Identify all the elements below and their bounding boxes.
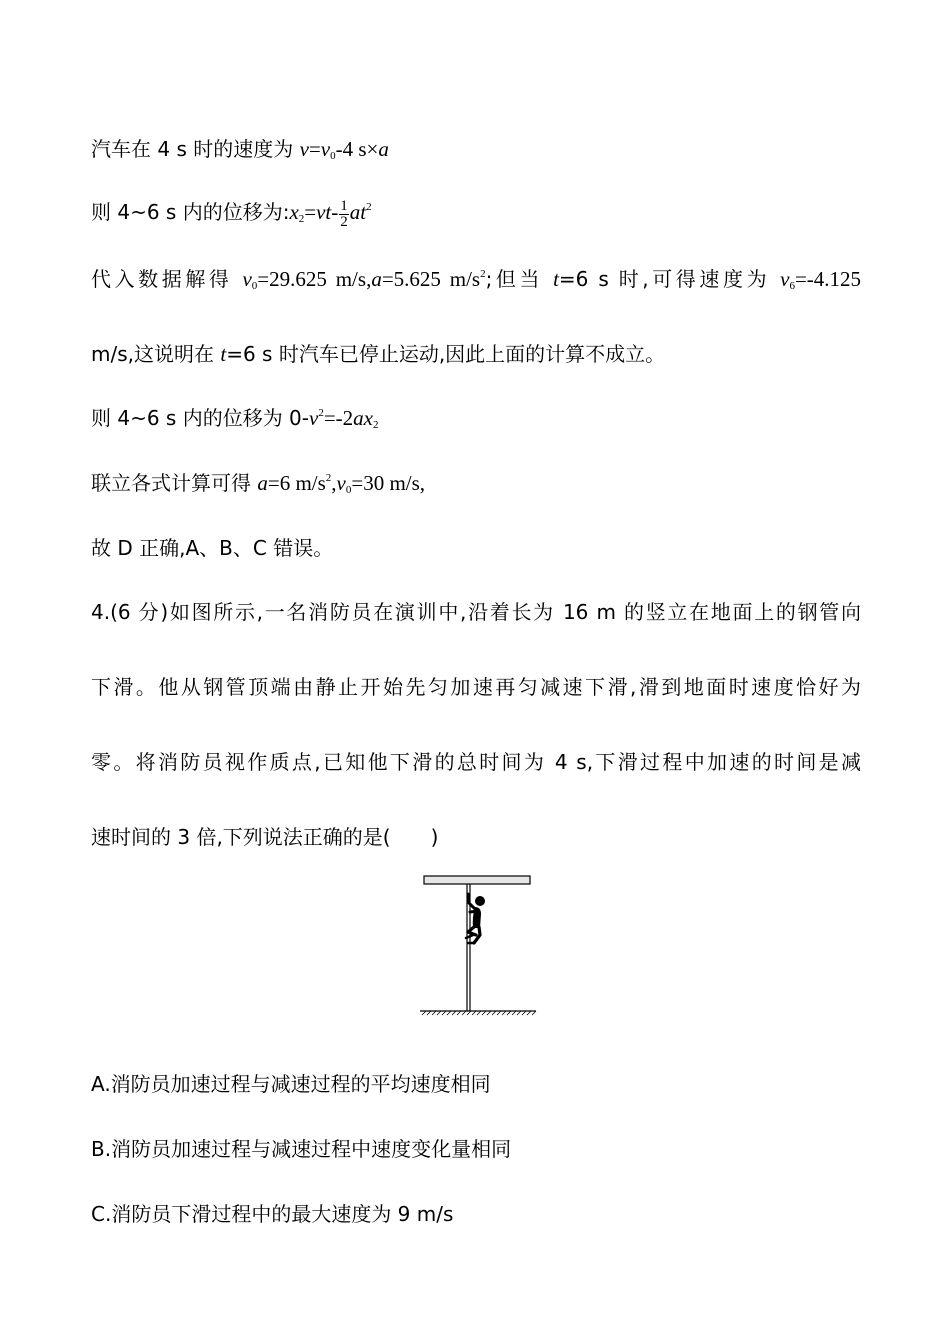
option-a: A.消防员加速过程与减速过程的平均速度相同 (91, 1072, 491, 1096)
firefighter-pole-figure (418, 872, 538, 1022)
ceiling-beam (424, 876, 530, 884)
firefighter-silhouette (466, 894, 485, 943)
question-line-2: 下滑。他从钢管顶端由静止开始先匀加速再匀减速下滑,滑到地面时速度恰好为 (91, 675, 861, 699)
solution-line-5: 则 4~6 s 内的位移为 $0-v^2=-2ax_2$ (91, 406, 379, 431)
solution-line-6: 联立各式计算可得 a=6 $m/s^2,v_0=30$ m/s, (91, 471, 426, 496)
question-line-1: 4.(6 分)如图所示,一名消防员在演训中,沿着长为 16 m 的竖立在地面上的钢管向 (91, 600, 861, 624)
solution-line-7: 故 D 正确,A、B、C 错误。 (91, 536, 334, 560)
question-line-3: 零。将消防员视作质点,已知他下滑的总时间为 4 s,下滑过程中加速的时间是减 (91, 750, 861, 774)
option-c: C.消防员下滑过程中的最大速度为 9 m/s (91, 1202, 454, 1226)
solution-line-4: m/s,这说明在 t=6 s 时汽车已停止运动,因此上面的计算不成立。 (91, 342, 666, 366)
fraction-one-half: $\frac{1}{2}$ (340, 197, 348, 230)
solution-line-2: 则 4~6 s 内的位移为$:x_2=vt-$ $\frac{1}{2}$ $at^2$ (91, 197, 372, 230)
solution-line-3: 代入数据解得 $v_0=29.625$ m/s,a=5.625 $m/s^2$;但当 t=6 s 时,可得速度为 $v_6=-4.125$ (91, 267, 862, 292)
option-b: B.消防员加速过程与减速过程中速度变化量相同 (91, 1137, 512, 1161)
question-line-4: 速时间的 3 倍,下列说法正确的是( ) (91, 825, 439, 849)
solution-line-1: 汽车在 4 s 时的速度为 $v=v_0-4$ s×a (91, 137, 389, 162)
